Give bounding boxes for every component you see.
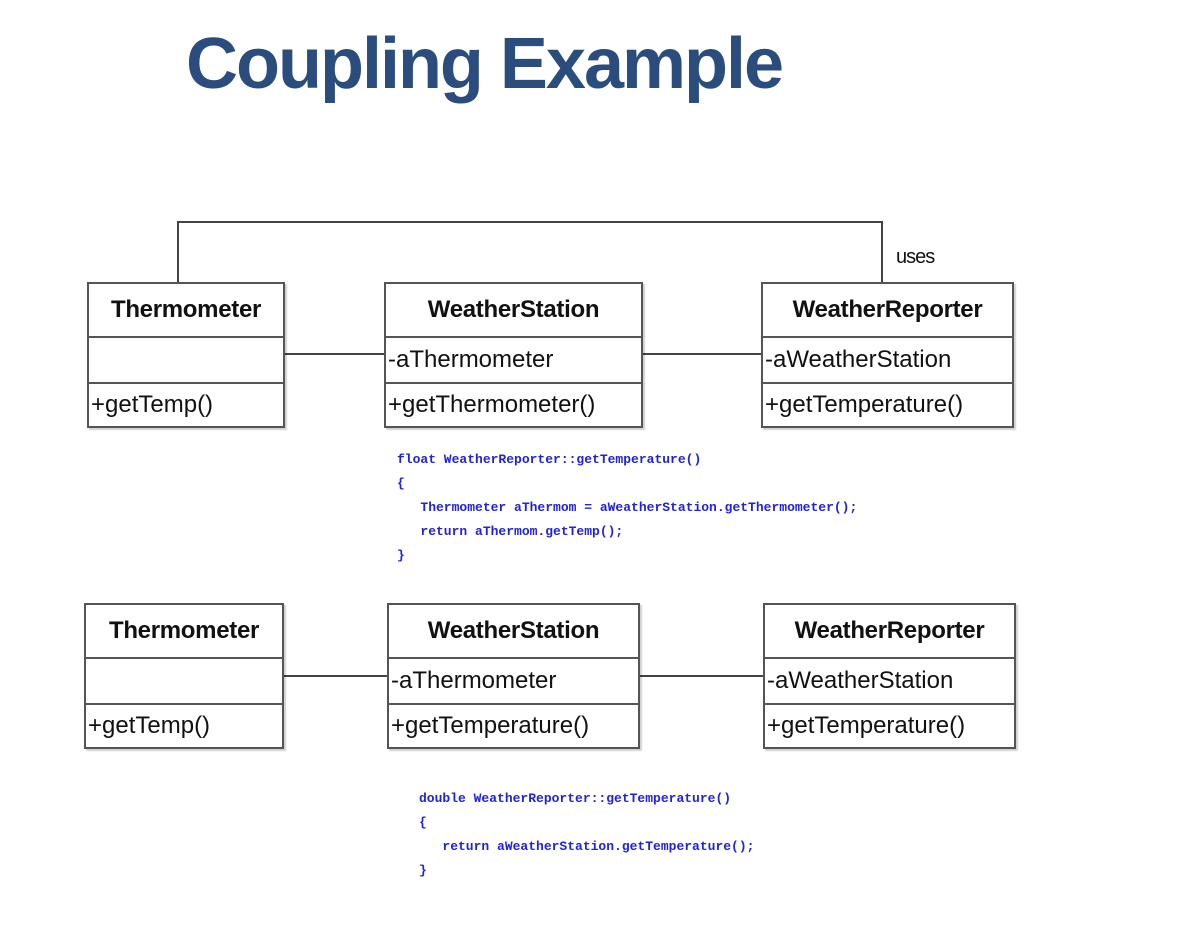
class-name: WeatherReporter [765, 605, 1014, 659]
class-name: WeatherReporter [763, 284, 1012, 338]
code-line: double WeatherReporter::getTemperature() [419, 791, 732, 806]
code-line: } [397, 548, 405, 563]
code-line: { [419, 815, 427, 830]
association-thermometer-weatherstation-1 [284, 353, 386, 355]
class-thermometer-2 [84, 603, 284, 749]
class-attributes: -aWeatherStation [763, 338, 1012, 384]
code-line: float WeatherReporter::getTemperature() [397, 452, 702, 467]
class-method: +getTemp() [88, 712, 211, 739]
class-method: +getTemperature() [765, 391, 964, 418]
uses-line-left-vertical [177, 221, 179, 283]
class-name: Thermometer [86, 605, 282, 659]
association-thermometer-weatherstation-2 [283, 675, 389, 677]
code-line: { [397, 476, 405, 491]
class-weatherstation-2 [387, 603, 640, 749]
class-name: WeatherStation [386, 284, 641, 338]
class-method: +getThermometer() [388, 391, 596, 418]
class-name: Thermometer [89, 284, 283, 338]
slide-title [186, 22, 782, 106]
code-line: } [419, 863, 427, 878]
class-weatherstation-1 [384, 282, 643, 428]
code-line: return aThermom.getTemp(); [397, 524, 624, 539]
association-weatherstation-weatherreporter-2 [639, 675, 764, 677]
class-thermometer-1 [87, 282, 285, 428]
class-attributes [86, 659, 282, 705]
class-weatherreporter-2 [763, 603, 1016, 749]
uses-line-top-horizontal [177, 221, 883, 223]
class-name: WeatherStation [389, 605, 638, 659]
class-attributes: -aThermometer [386, 338, 641, 384]
class-attributes [89, 338, 283, 384]
code-line: Thermometer aThermom = aWeatherStation.getThermometer(); [397, 500, 858, 515]
association-weatherstation-weatherreporter-1 [642, 353, 762, 355]
class-attributes: -aWeatherStation [765, 659, 1014, 705]
uses-label: uses [896, 246, 935, 268]
class-method: +getTemp() [91, 391, 214, 418]
code-snippet-2 [419, 787, 754, 883]
code-snippet-1 [397, 448, 857, 568]
title-word-coupling: Coupling [186, 24, 482, 104]
class-attributes: -aThermometer [389, 659, 638, 705]
uses-line-right-vertical [881, 221, 883, 283]
class-weatherreporter-1 [761, 282, 1014, 428]
code-line: return aWeatherStation.getTemperature(); [419, 839, 755, 854]
class-method: +getTemperature() [767, 712, 966, 739]
class-method: +getTemperature() [391, 712, 590, 739]
title-word-example: Example [499, 24, 783, 104]
